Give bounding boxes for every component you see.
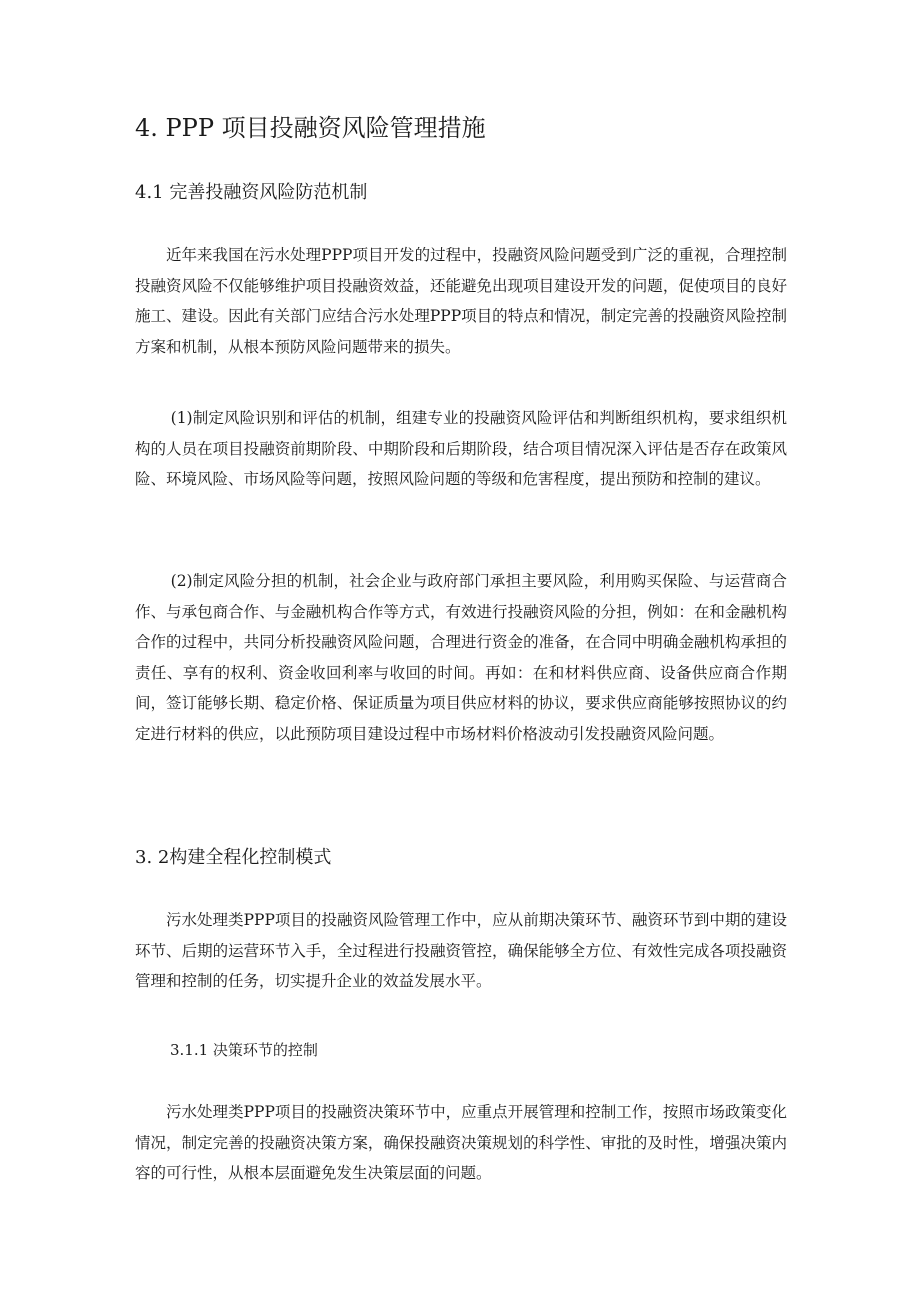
paragraph-item-1: (1)制定风险识别和评估的机制，组建专业的投融资风险评估和判断组织机构，要求组织机构的人员在项目投融资前期阶段、中期阶段和后期阶段，结合项目情况深入评估是否存在政策风险、环境风险、市场风险等问题，按照风险问题的等级和危害程度，提出预防和控制的建议。 bbox=[135, 409, 787, 488]
paragraph-item-2: (2)制定风险分担的机制，社会企业与政府部门承担主要风险，利用购买保险、与运营商合作、与承包商合作、与金融机构合作等方式，有效进行投融资风险的分担，例如：在和金融机构合作的过程中，共同分析投融资风险问题，合理进行资金的准备，在合同中明确金融机构承担的责任、享有的权利、资金收回利率与收回的时间。再如：在和材料供应商、设备供应商合作期间，签订能够长期、稳定价格、保证质量为项目供应材料的协议，要求供应商能够按照协议的约定进行材料的供应，以此预防项目建设过程中市场材料价格波动引发投融资风险问题。 bbox=[135, 572, 787, 743]
paragraph-decision: 污水处理类PPP项目的投融资决策环节中，应重点开展管理和控制工作，按照市场政策变化情况，制定完善的投融资决策方案，确保投融资决策规划的科学性、审批的及时性，增强决策内容的可行性，从根本层面避免发生决策层面的问题。 bbox=[135, 1103, 787, 1182]
heading-main: 4. PPP 项目投融资风险管理措施 bbox=[135, 114, 486, 142]
subsection-heading-3-1-1: 3.1.1 决策环节的控制 bbox=[170, 1041, 318, 1059]
section-heading-4-1: 4.1 完善投融资风险防范机制 bbox=[135, 182, 368, 203]
paragraph-full-process: 污水处理类PPP项目的投融资风险管理工作中，应从前期决策环节、融资环节到中期的建设环节、后期的运营环节入手，全过程进行投融资管控，确保能够全方位、有效性完成各项投融资管理和控制的任务，切实提升企业的效益发展水平。 bbox=[135, 911, 787, 990]
section-heading-3-2: 3. 2构建全程化控制模式 bbox=[135, 847, 332, 868]
paragraph-intro: 近年来我国在污水处理PPP项目开发的过程中，投融资风险问题受到广泛的重视，合理控制投融资风险不仅能够维护项目投融资效益，还能避免出现项目建设开发的问题，促使项目的良好施工、建设。因此有关部门应结合污水处理PPP项目的特点和情况，制定完善的投融资风险控制方案和机制，从根本预防风险问题带来的损失。 bbox=[135, 246, 787, 356]
